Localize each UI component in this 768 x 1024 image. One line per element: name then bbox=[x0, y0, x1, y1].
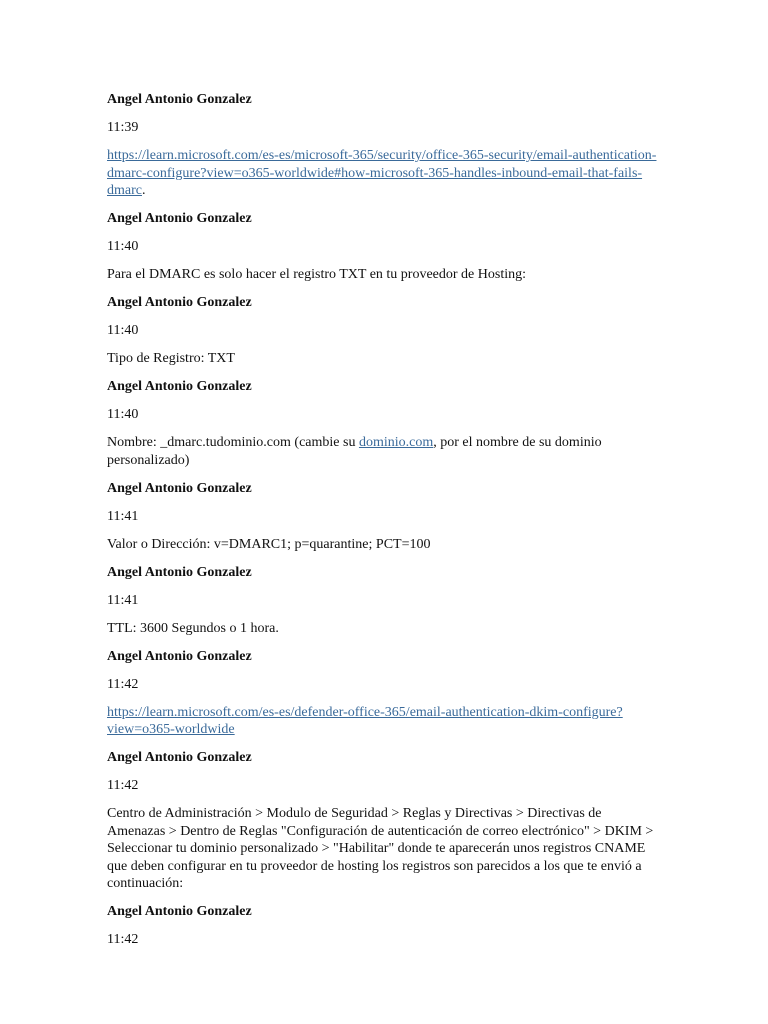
message-timestamp: 11:39 bbox=[107, 120, 139, 135]
message-body bbox=[107, 434, 659, 469]
message-body bbox=[107, 266, 659, 284]
chat-transcript bbox=[107, 91, 659, 959]
chat-message bbox=[107, 903, 659, 949]
chat-message bbox=[107, 749, 659, 893]
message-author: Angel Antonio Gonzalez bbox=[107, 295, 252, 310]
message-timestamp: 11:41 bbox=[107, 508, 139, 524]
message-author: Angel Antonio Gonzalez bbox=[107, 564, 252, 580]
message-author: Angel Antonio Gonzalez bbox=[107, 904, 252, 919]
message-text: Valor o Dirección: v=DMARC1; p=quarantine; PCT=100 bbox=[107, 536, 431, 552]
message-text: Tipo de Registro: TXT bbox=[107, 351, 235, 366]
message-timestamp: 11:40 bbox=[107, 407, 139, 422]
message-timestamp: 11:41 bbox=[107, 592, 139, 608]
message-text: , por el nombre de su dominio personalizado) bbox=[107, 435, 602, 468]
message-body bbox=[107, 147, 659, 200]
message-author: Angel Antonio Gonzalez bbox=[107, 480, 252, 496]
message-link[interactable]: https://learn.microsoft.com/es-es/microsoft-365/security/office-365-security/email-authentication-dmarc-configure?view=o365-worldwide#how-microsoft-365-handles-inbound-email-that-fails-dmarc bbox=[107, 148, 657, 198]
message-text: Centro de Administración > Modulo de Seguridad > Reglas y Directivas > Directivas de Amenazas > Dentro de Reglas "Configuración de autenticación de correo electrónico" > DKIM > Seleccionar tu dominio personalizado > "Habilitar" donde te aparecerán unos registros CNAME que deben configurar en tu proveedor de hosting los registros son parecidos a los que te envió a continuación: bbox=[107, 806, 654, 891]
message-link[interactable]: https://learn.microsoft.com/es-es/defender-office-365/email-authentication-dkim-configure?view=o365-worldwide bbox=[107, 704, 623, 737]
message-author: Angel Antonio Gonzalez bbox=[107, 211, 252, 226]
message-text: . bbox=[141, 183, 146, 198]
chat-message bbox=[107, 648, 659, 739]
message-author: Angel Antonio Gonzalez bbox=[107, 379, 252, 394]
chat-message bbox=[107, 294, 659, 368]
message-timestamp: 11:42 bbox=[107, 778, 139, 793]
message-body bbox=[107, 805, 659, 893]
message-timestamp: 11:40 bbox=[107, 323, 139, 338]
message-timestamp: 11:42 bbox=[107, 932, 139, 947]
message-body bbox=[107, 704, 659, 739]
message-body bbox=[107, 350, 659, 368]
message-author: Angel Antonio Gonzalez bbox=[107, 92, 252, 107]
message-author: Angel Antonio Gonzalez bbox=[107, 750, 252, 765]
chat-message bbox=[107, 210, 659, 284]
message-text: Para el DMARC es solo hacer el registro TXT en tu proveedor de Hosting: bbox=[107, 267, 527, 282]
chat-message bbox=[107, 91, 659, 200]
message-body bbox=[107, 536, 659, 554]
chat-message bbox=[107, 378, 659, 469]
message-timestamp: 11:42 bbox=[107, 676, 139, 692]
message-timestamp: 11:40 bbox=[107, 239, 139, 254]
message-text: Nombre: _dmarc.tudominio.com (cambie su bbox=[107, 435, 359, 450]
message-link[interactable]: dominio.com bbox=[358, 435, 434, 450]
message-text: TTL: 3600 Segundos o 1 hora. bbox=[107, 620, 279, 636]
message-author: Angel Antonio Gonzalez bbox=[107, 648, 252, 664]
chat-message bbox=[107, 564, 659, 638]
chat-message bbox=[107, 480, 659, 554]
message-body bbox=[107, 620, 659, 638]
